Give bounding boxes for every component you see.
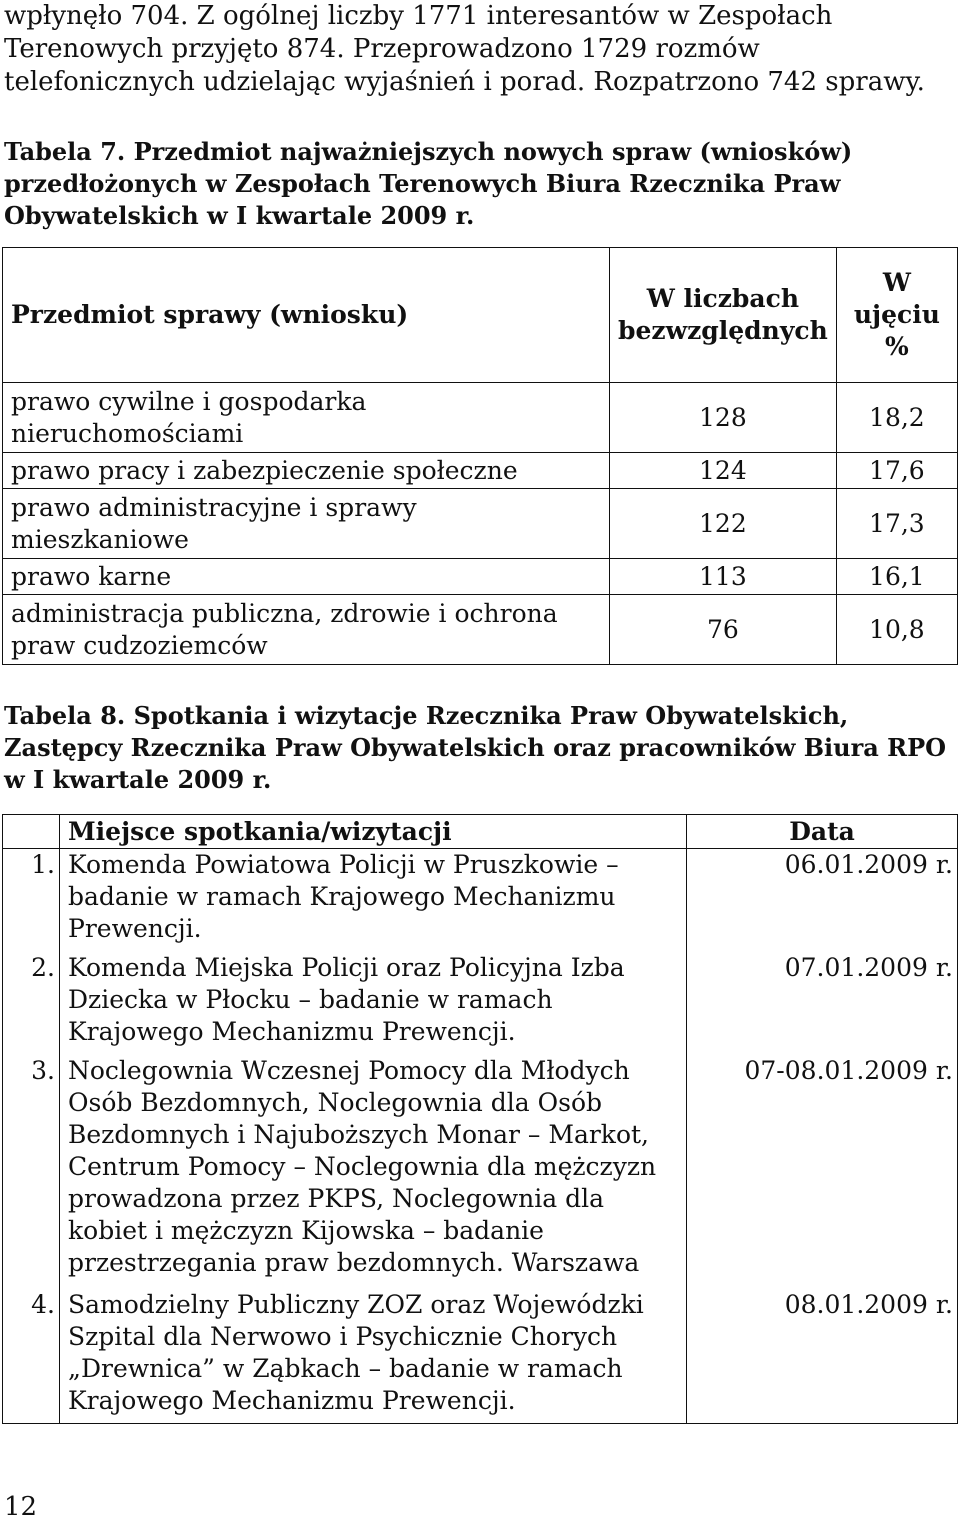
row-number: 4. — [3, 1289, 60, 1424]
page-number: 12 — [4, 1492, 38, 1522]
row-date: 07.01.2009 r. — [687, 952, 958, 1055]
table7-caption: Tabela 7. Przedmiot najważniejszych nowych spraw (wniosków) przedłożonych w Zespołach Terenowych Biura Rzecznika Praw Obywatelskich w I kwartale 2009 r. — [4, 137, 853, 230]
row-count: 128 — [610, 383, 837, 453]
row-subject: prawo pracy i zabezpieczenie społeczne — [3, 453, 610, 489]
table7-header-subject: Przedmiot sprawy (wniosku) — [3, 248, 610, 383]
table-row — [3, 1055, 958, 1289]
table8-header-number — [3, 815, 60, 849]
row-place: Komenda Powiatowa Policji w Pruszkowie – badanie w ramach Krajowego Mechanizmu Prewencji. — [60, 849, 687, 952]
row-count: 124 — [610, 453, 837, 489]
table7-header-percent: W ujęciu % — [836, 248, 957, 383]
row-percent: 16,1 — [836, 559, 957, 595]
row-date: 06.01.2009 r. — [687, 849, 958, 952]
row-number: 3. — [3, 1055, 60, 1289]
row-number: 2. — [3, 952, 60, 1055]
table-row — [3, 559, 958, 595]
row-count: 76 — [610, 595, 837, 665]
row-date: 08.01.2009 r. — [687, 1289, 958, 1424]
row-place: Komenda Miejska Policji oraz Policyjna Izba Dziecka w Płocku – badanie w ramach Krajowego Mechanizmu Prewencji. — [60, 952, 687, 1055]
row-place: Samodzielny Publiczny ZOZ oraz Wojewódzki Szpital dla Nerwowo i Psychicznie Chorych „Drewnica” w Ząbkach – badanie w ramach Krajowego Mechanizmu Prewencji. — [60, 1289, 687, 1424]
table8-header-date: Data — [687, 815, 958, 849]
table8-header-place: Miejsce spotkania/wizytacji — [60, 815, 687, 849]
table8-caption: Tabela 8. Spotkania i wizytacje Rzecznika Praw Obywatelskich, Zastępcy Rzecznika Praw Obywatelskich oraz pracowników Biura RPO w I kwartale 2009 r. — [4, 701, 947, 794]
row-percent: 10,8 — [836, 595, 957, 665]
table-row — [3, 489, 958, 559]
row-percent: 18,2 — [836, 383, 957, 453]
row-subject: administracja publiczna, zdrowie i ochrona praw cudzoziemców — [3, 595, 610, 665]
row-subject: prawo cywilne i gospodarka nieruchomościami — [3, 383, 610, 453]
row-count: 113 — [610, 559, 837, 595]
table-row — [3, 1289, 958, 1424]
table7 — [2, 247, 958, 665]
table8-header-row — [3, 815, 958, 849]
table-row — [3, 952, 958, 1055]
row-place: Noclegownia Wczesnej Pomocy dla Młodych Osób Bezdomnych, Noclegownia dla Osób Bezdomnych i Najuboższych Monar – Markot, Centrum Pomocy – Noclegownia dla mężczyzn prowadzona przez PKPS, Noclegownia dla kobiet i mężczyzn Kijowska – badanie przestrzegania praw bezdomnych. Warszawa — [60, 1055, 687, 1289]
table-row — [3, 383, 958, 453]
intro-paragraph: wpłynęło 704. Z ogólnej liczby 1771 interesantów w Zespołach Terenowych przyjęto 874. Przeprowadzono 1729 rozmów telefonicznych udzielając wyjaśnień i porad. Rozpatrzono 742 sprawy. — [4, 1, 925, 97]
row-percent: 17,3 — [836, 489, 957, 559]
table-row — [3, 595, 958, 665]
row-subject: prawo administracyjne i sprawy mieszkaniowe — [3, 489, 610, 559]
table7-header-count: W liczbach bezwzględnych — [610, 248, 837, 383]
row-number: 1. — [3, 849, 60, 952]
row-subject: prawo karne — [3, 559, 610, 595]
table7-header-row — [3, 248, 958, 383]
table-row — [3, 453, 958, 489]
table8 — [2, 814, 958, 1424]
row-percent: 17,6 — [836, 453, 957, 489]
table-row — [3, 849, 958, 952]
row-date: 07-08.01.2009 r. — [687, 1055, 958, 1289]
row-count: 122 — [610, 489, 837, 559]
